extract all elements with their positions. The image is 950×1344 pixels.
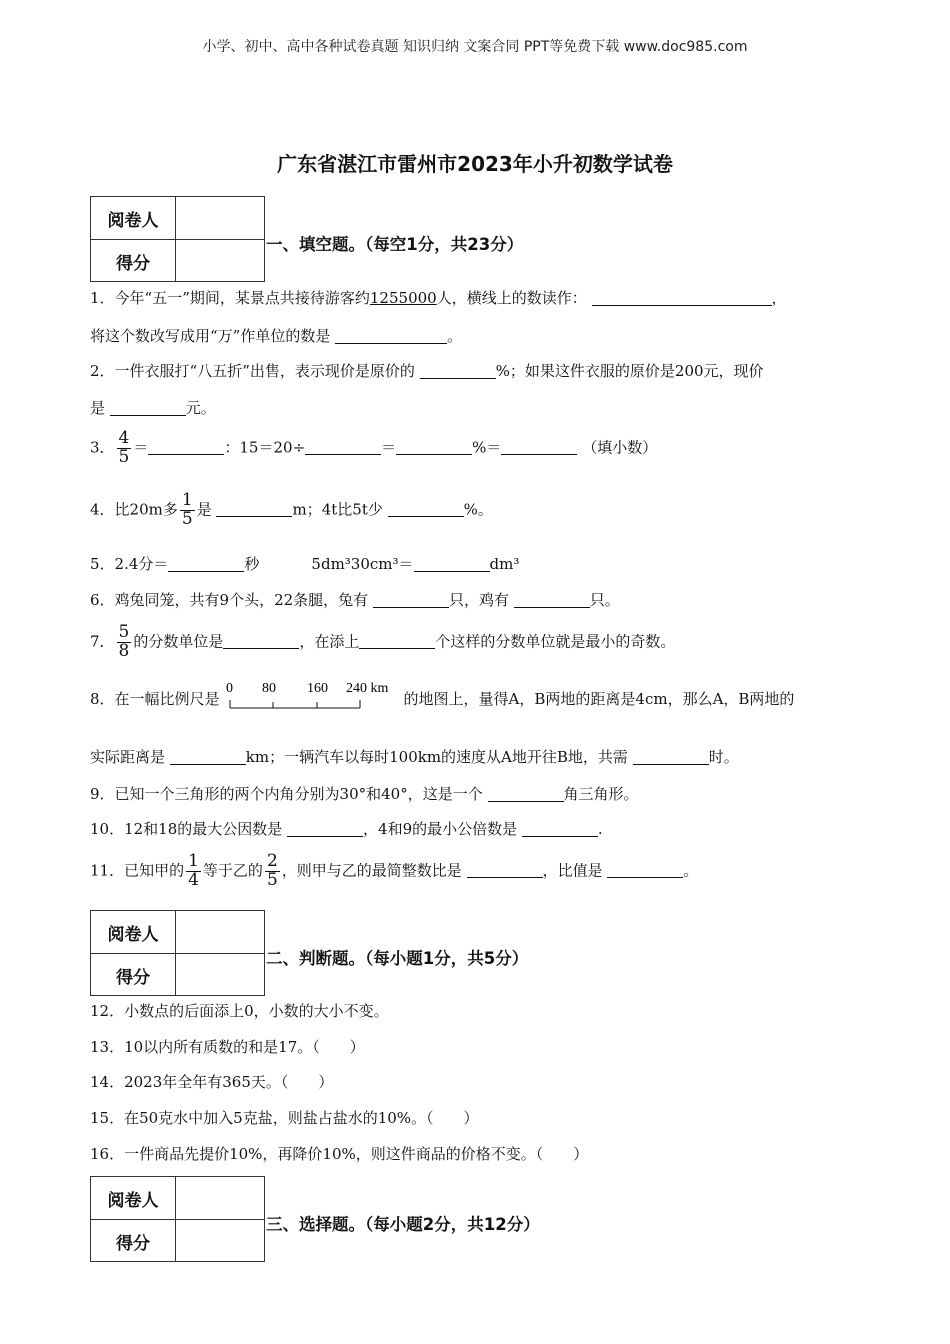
reviewer-label: 阅卷人 bbox=[91, 911, 176, 953]
answer-blank[interactable] bbox=[522, 821, 598, 837]
scale-label-240: 240 km bbox=[345, 681, 388, 696]
question-1-cont: 将这个数改写成用“万”作单位的数是 。 bbox=[90, 327, 463, 345]
question-4: 4．比20m多 $\frac{1}{5}$ 是 m；4t比5t少 %。 bbox=[90, 490, 493, 529]
answer-blank[interactable] bbox=[148, 439, 224, 455]
reviewer-label: 阅卷人 bbox=[91, 197, 176, 239]
answer-blank[interactable] bbox=[110, 400, 186, 416]
answer-blank[interactable] bbox=[420, 363, 496, 379]
question-11: 11．已知甲的 $\frac{1}{4}$ 等于乙的 $\frac{2}{5}$ ，则甲与乙的最简整数比是 ，比值是 。 bbox=[90, 851, 699, 890]
question-10: 10．12和18的最大公因数是 ，4和9的最小公倍数是 . bbox=[90, 820, 603, 838]
scale-label-0: 0 bbox=[225, 681, 233, 696]
reviewer-label: 阅卷人 bbox=[91, 1177, 176, 1219]
scale-label-160: 160 bbox=[306, 681, 328, 696]
reviewer-box[interactable] bbox=[176, 911, 264, 953]
grader-table bbox=[90, 910, 265, 996]
question-12: 12．小数点的后面添上0，小数的大小不变。 bbox=[90, 1002, 389, 1020]
answer-blank[interactable] bbox=[373, 592, 449, 608]
answer-blank[interactable] bbox=[168, 556, 244, 572]
question-3: 3． $\frac{4}{5}$ ＝ ：15＝20÷ ＝ %＝ （填小数） bbox=[90, 428, 658, 467]
section-multiple-choice: 三、选择题。（每小题2分，共12分） bbox=[266, 1215, 540, 1234]
score-box[interactable] bbox=[176, 954, 264, 996]
score-label: 得分 bbox=[91, 240, 176, 282]
answer-blank[interactable] bbox=[414, 556, 490, 572]
answer-blank[interactable] bbox=[216, 501, 292, 517]
answer-blank[interactable] bbox=[501, 439, 577, 455]
page-header: 小学、初中、高中各种试卷真题 知识归纳 文案合同 PPT等免费下载 www.doc985.com bbox=[202, 39, 748, 55]
answer-blank[interactable] bbox=[287, 821, 363, 837]
question-2: 2．一件衣服打“八五折”出售，表示现价是原价的 %；如果这件衣服的原价是200元，现价 bbox=[90, 362, 764, 380]
reviewer-box[interactable] bbox=[176, 1177, 264, 1219]
question-8: 8．在一幅比例尺是 0 80 160 240 km 的地图上，量得A，B两地的距离是4cm，那么A，B两地的 bbox=[90, 680, 794, 720]
fraction: $\frac{2}{5}$ bbox=[266, 851, 278, 890]
answer-blank[interactable] bbox=[607, 862, 683, 878]
question-8-cont: 实际距离是 km；一辆汽车以每时100km的速度从A地开往B地，共需 时。 bbox=[90, 748, 739, 766]
question-16: 16．一件商品先提价10%，再降价10%，则这件商品的价格不变。（ ） bbox=[90, 1145, 589, 1163]
question-14: 14．2023年全年有365天。（ ） bbox=[90, 1073, 334, 1091]
grader-table bbox=[90, 1176, 265, 1262]
fraction: $\frac{1}{5}$ bbox=[181, 490, 193, 529]
question-7: 7． $\frac{5}{8}$ 的分数单位是 ，在添上 个这样的分数单位就是最小的奇数。 bbox=[90, 622, 676, 661]
question-13: 13．10以内所有质数的和是17。（ ） bbox=[90, 1038, 365, 1056]
answer-blank[interactable] bbox=[396, 439, 472, 455]
map-scale-bar bbox=[224, 680, 400, 720]
score-box[interactable] bbox=[176, 240, 264, 282]
fraction: $\frac{4}{5}$ bbox=[118, 428, 130, 467]
answer-blank[interactable] bbox=[592, 290, 772, 306]
question-1: 1．今年“五一”期间，某景点共接待游客约1255000人，横线上的数读作： ， bbox=[90, 289, 787, 307]
question-5: 5．2.4分＝ 秒 5dm³30cm³＝ dm³ bbox=[90, 555, 520, 573]
answer-blank[interactable] bbox=[467, 862, 543, 878]
fraction: $\frac{1}{4}$ bbox=[188, 851, 199, 890]
answer-blank[interactable] bbox=[223, 633, 299, 649]
answer-blank[interactable] bbox=[488, 786, 564, 802]
score-label: 得分 bbox=[91, 1220, 176, 1262]
reviewer-box[interactable] bbox=[176, 197, 264, 239]
score-label: 得分 bbox=[91, 954, 176, 996]
answer-blank[interactable] bbox=[305, 439, 381, 455]
score-box[interactable] bbox=[176, 1220, 264, 1262]
question-6: 6．鸡兔同笼，共有9个头，22条腿，兔有 只，鸡有 只。 bbox=[90, 591, 620, 609]
grader-table bbox=[90, 196, 265, 282]
section-true-false: 二、判断题。（每小题1分，共5分） bbox=[266, 949, 529, 968]
exam-title: 广东省湛江市雷州市2023年小升初数学试卷 bbox=[277, 152, 673, 176]
scale-label-80: 80 bbox=[261, 681, 276, 696]
answer-blank[interactable] bbox=[633, 749, 709, 765]
question-2-cont: 是 元。 bbox=[90, 399, 216, 417]
answer-blank[interactable] bbox=[388, 501, 464, 517]
question-15: 15．在50克水中加入5克盐，则盐占盐水的10%。（ ） bbox=[90, 1109, 479, 1127]
fraction: $\frac{5}{8}$ bbox=[118, 622, 130, 661]
answer-blank[interactable] bbox=[335, 328, 447, 344]
answer-blank[interactable] bbox=[514, 592, 590, 608]
answer-blank[interactable] bbox=[359, 633, 435, 649]
question-9: 9．已知一个三角形的两个内角分别为30°和40°，这是一个 角三角形。 bbox=[90, 785, 639, 803]
section-fill-in: 一、填空题。（每空1分，共23分） bbox=[266, 235, 524, 254]
answer-blank[interactable] bbox=[170, 749, 246, 765]
